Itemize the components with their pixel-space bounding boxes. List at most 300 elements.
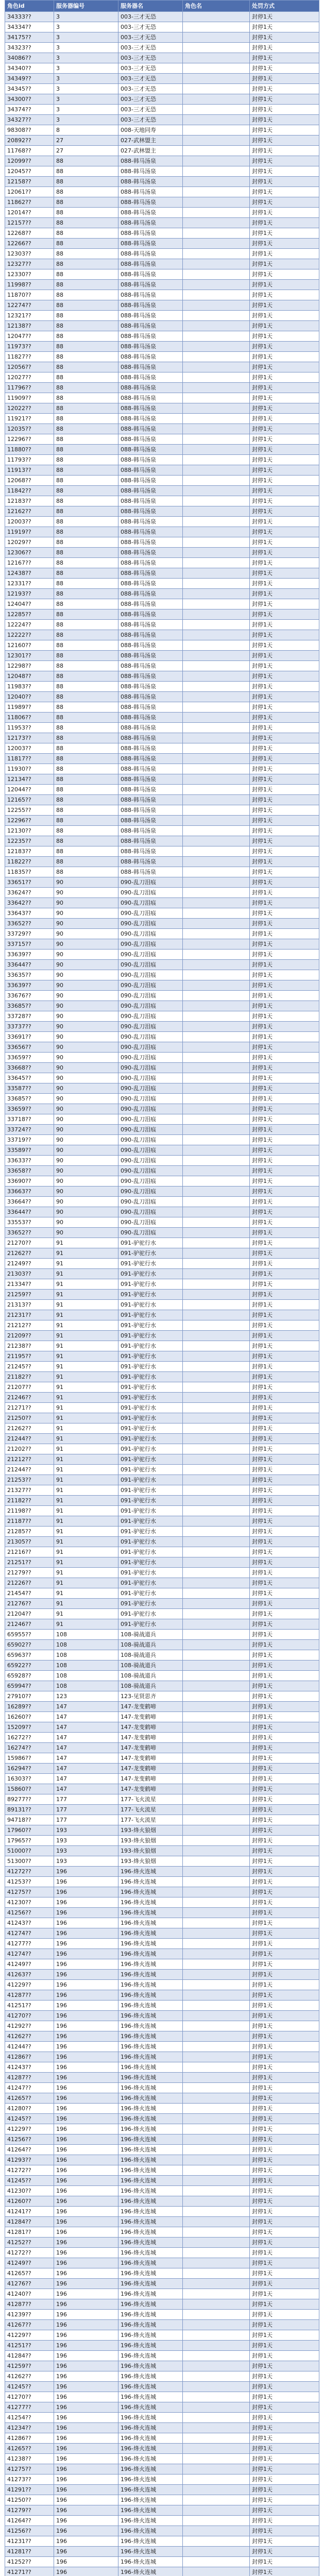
server-name-cell[interactable]: 090-乱刀泪痕 (118, 929, 183, 939)
table-row[interactable] (5, 1228, 319, 1238)
role-id-cell[interactable]: 11817?? (5, 754, 54, 764)
role-id-cell[interactable]: 41291?? (5, 2485, 54, 2495)
role-name-cell[interactable] (183, 2011, 250, 2021)
server-name-cell[interactable]: 196-烽火连城 (118, 2031, 183, 2042)
role-id-cell[interactable]: 41274?? (5, 1949, 54, 1959)
server-number-cell[interactable]: 196 (54, 2361, 118, 2371)
server-number-cell[interactable]: 90 (54, 1083, 118, 1094)
punishment-cell[interactable]: 封停1天 (250, 1867, 319, 1877)
role-name-cell[interactable] (183, 2165, 250, 2176)
table-row[interactable] (5, 2454, 319, 2464)
role-name-cell[interactable] (183, 1454, 250, 1465)
role-name-cell[interactable] (183, 1970, 250, 1980)
server-number-cell[interactable]: 88 (54, 867, 118, 877)
role-id-cell[interactable]: 21303?? (5, 1269, 54, 1279)
table-row[interactable] (5, 2052, 319, 2062)
table-row[interactable] (5, 2516, 319, 2526)
server-name-cell[interactable]: 090-乱刀泪痕 (118, 908, 183, 919)
server-name-cell[interactable]: 088-韩马汤泉 (118, 259, 183, 269)
role-name-cell[interactable] (183, 43, 250, 53)
server-name-cell[interactable]: 088-韩马汤泉 (118, 609, 183, 620)
role-id-cell[interactable]: 12274?? (5, 300, 54, 311)
table-row[interactable] (5, 1372, 319, 1382)
server-name-cell[interactable]: 196-烽火连城 (118, 2124, 183, 2134)
role-id-cell[interactable]: 41243?? (5, 1918, 54, 1928)
server-name-cell[interactable]: 088-韩马汤泉 (118, 239, 183, 249)
server-name-cell[interactable]: 003-三才无恐 (118, 115, 183, 125)
server-number-cell[interactable]: 91 (54, 1434, 118, 1444)
role-id-cell[interactable]: 12035?? (5, 424, 54, 434)
table-row[interactable] (5, 2557, 319, 2567)
table-row[interactable] (5, 816, 319, 826)
table-row[interactable] (5, 84, 319, 94)
punishment-cell[interactable]: 封停1天 (250, 1908, 319, 1918)
server-name-cell[interactable]: 090-乱刀泪痕 (118, 1125, 183, 1135)
role-name-cell[interactable] (183, 2114, 250, 2124)
table-row[interactable] (5, 2475, 319, 2485)
table-row[interactable] (5, 1269, 319, 1279)
role-id-cell[interactable]: 12099?? (5, 156, 54, 166)
role-name-cell[interactable] (183, 558, 250, 568)
punishment-cell[interactable]: 封停1天 (250, 517, 319, 527)
server-number-cell[interactable]: 196 (54, 1949, 118, 1959)
server-number-cell[interactable]: 91 (54, 1341, 118, 1351)
server-number-cell[interactable]: 91 (54, 1578, 118, 1588)
server-number-cell[interactable]: 196 (54, 2031, 118, 2042)
table-row[interactable] (5, 2124, 319, 2134)
role-name-cell[interactable] (183, 2444, 250, 2454)
table-row[interactable] (5, 2217, 319, 2227)
server-number-cell[interactable]: 196 (54, 2207, 118, 2217)
role-id-cell[interactable]: 21226?? (5, 1578, 54, 1588)
server-name-cell[interactable]: 091-驴驼行水 (118, 1609, 183, 1619)
server-name-cell[interactable]: 091-驴驼行水 (118, 1619, 183, 1630)
role-name-cell[interactable] (183, 2001, 250, 2011)
role-name-cell[interactable] (183, 2320, 250, 2330)
role-id-cell[interactable]: 34175?? (5, 32, 54, 43)
table-row[interactable] (5, 846, 319, 857)
server-name-cell[interactable]: 091-驴驼行水 (118, 1527, 183, 1537)
server-name-cell[interactable]: 196-烽火连城 (118, 1959, 183, 1970)
punishment-cell[interactable]: 封停1天 (250, 1032, 319, 1042)
server-number-cell[interactable]: 91 (54, 1619, 118, 1630)
table-row[interactable] (5, 1733, 319, 1743)
table-row[interactable] (5, 1403, 319, 1413)
server-name-cell[interactable]: 088-韩马汤泉 (118, 228, 183, 239)
server-number-cell[interactable]: 88 (54, 280, 118, 290)
punishment-cell[interactable]: 封停1天 (250, 568, 319, 579)
server-name-cell[interactable]: 196-烽火连城 (118, 1970, 183, 1980)
punishment-cell[interactable]: 封停1天 (250, 1733, 319, 1743)
table-row[interactable] (5, 2062, 319, 2073)
server-number-cell[interactable]: 91 (54, 1557, 118, 1568)
role-name-cell[interactable] (183, 2413, 250, 2423)
role-name-cell[interactable] (183, 1990, 250, 2001)
role-name-cell[interactable] (183, 1382, 250, 1393)
table-row[interactable] (5, 1908, 319, 1918)
table-row[interactable] (5, 2361, 319, 2371)
role-name-cell[interactable] (183, 228, 250, 239)
role-id-cell[interactable]: 16272?? (5, 1733, 54, 1743)
server-number-cell[interactable]: 90 (54, 929, 118, 939)
role-id-cell[interactable]: 41251?? (5, 2341, 54, 2351)
role-id-cell[interactable]: 41241?? (5, 2207, 54, 2217)
role-name-cell[interactable] (183, 2516, 250, 2526)
punishment-cell[interactable]: 封停1天 (250, 743, 319, 754)
role-id-cell[interactable]: 41254?? (5, 2413, 54, 2423)
server-number-cell[interactable]: 196 (54, 2402, 118, 2413)
server-name-cell[interactable]: 088-韩马汤泉 (118, 434, 183, 445)
role-id-cell[interactable]: 12404?? (5, 599, 54, 609)
punishment-cell[interactable]: 封停1天 (250, 1207, 319, 1217)
role-id-cell[interactable]: 12255?? (5, 805, 54, 816)
role-name-cell[interactable] (183, 764, 250, 774)
server-name-cell[interactable]: 090-乱刀泪痕 (118, 1073, 183, 1083)
server-number-cell[interactable]: 88 (54, 671, 118, 682)
table-row[interactable] (5, 22, 319, 32)
role-name-cell[interactable] (183, 1187, 250, 1197)
server-number-cell[interactable]: 196 (54, 2485, 118, 2495)
server-name-cell[interactable]: 090-乱刀泪痕 (118, 1135, 183, 1145)
punishment-cell[interactable]: 封停1天 (250, 2258, 319, 2268)
server-name-cell[interactable]: 091-驴驼行水 (118, 1248, 183, 1259)
role-name-cell[interactable] (183, 1238, 250, 1248)
role-name-cell[interactable] (183, 589, 250, 599)
role-name-cell[interactable] (183, 754, 250, 764)
role-id-cell[interactable]: 33658?? (5, 1166, 54, 1176)
table-row[interactable] (5, 2330, 319, 2341)
role-id-cell[interactable]: 33635?? (5, 970, 54, 980)
table-row[interactable] (5, 1939, 319, 1949)
server-name-cell[interactable]: 177-飞火流星 (118, 1794, 183, 1805)
punishment-cell[interactable]: 封停1天 (250, 166, 319, 177)
punishment-cell[interactable]: 封停1天 (250, 249, 319, 259)
server-name-cell[interactable]: 196-烽火连城 (118, 2207, 183, 2217)
role-name-cell[interactable] (183, 1413, 250, 1423)
table-row[interactable] (5, 2258, 319, 2268)
table-row[interactable] (5, 197, 319, 208)
table-row[interactable] (5, 1331, 319, 1341)
role-name-cell[interactable] (183, 300, 250, 311)
server-number-cell[interactable]: 88 (54, 795, 118, 805)
role-id-cell[interactable]: 12330?? (5, 269, 54, 280)
table-row[interactable] (5, 1743, 319, 1753)
role-name-cell[interactable] (183, 702, 250, 713)
punishment-cell[interactable]: 封停1天 (250, 2196, 319, 2207)
role-id-cell[interactable]: 21187?? (5, 1516, 54, 1527)
role-id-cell[interactable]: 33644?? (5, 1207, 54, 1217)
punishment-cell[interactable]: 封停1天 (250, 702, 319, 713)
table-row[interactable] (5, 671, 319, 682)
role-name-cell[interactable] (183, 1702, 250, 1712)
punishment-cell[interactable]: 封停1天 (250, 836, 319, 846)
role-name-cell[interactable] (183, 2495, 250, 2505)
role-id-cell[interactable]: 12296?? (5, 816, 54, 826)
punishment-cell[interactable]: 封停1天 (250, 2083, 319, 2093)
server-number-cell[interactable]: 196 (54, 2320, 118, 2330)
role-name-cell[interactable] (183, 1094, 250, 1104)
server-name-cell[interactable]: 003-三才无恐 (118, 84, 183, 94)
role-id-cell[interactable]: 41271?? (5, 2567, 54, 2576)
server-number-cell[interactable]: 90 (54, 1001, 118, 1011)
role-name-cell[interactable] (183, 2299, 250, 2310)
server-number-cell[interactable]: 91 (54, 1351, 118, 1362)
table-row[interactable] (5, 1032, 319, 1042)
server-number-cell[interactable]: 88 (54, 836, 118, 846)
server-number-cell[interactable]: 196 (54, 2547, 118, 2557)
table-row[interactable] (5, 2444, 319, 2454)
server-number-cell[interactable]: 90 (54, 888, 118, 898)
server-number-cell[interactable]: 88 (54, 434, 118, 445)
punishment-cell[interactable]: 封停1天 (250, 2475, 319, 2485)
punishment-cell[interactable]: 封停1天 (250, 1156, 319, 1166)
server-number-cell[interactable]: 90 (54, 1145, 118, 1156)
table-row[interactable] (5, 372, 319, 383)
role-name-cell[interactable] (183, 929, 250, 939)
table-row[interactable] (5, 43, 319, 53)
role-name-cell[interactable] (183, 1794, 250, 1805)
table-row[interactable] (5, 1547, 319, 1557)
role-name-cell[interactable] (183, 939, 250, 950)
table-row[interactable] (5, 2567, 319, 2576)
server-number-cell[interactable]: 8 (54, 125, 118, 135)
server-number-cell[interactable]: 88 (54, 816, 118, 826)
role-id-cell[interactable]: 41272?? (5, 1867, 54, 1877)
server-name-cell[interactable]: 147-龙变鹤啼 (118, 1784, 183, 1794)
server-number-cell[interactable]: 147 (54, 1733, 118, 1743)
server-number-cell[interactable]: 196 (54, 1877, 118, 1887)
table-row[interactable] (5, 640, 319, 651)
punishment-cell[interactable]: 封停1天 (250, 816, 319, 826)
role-id-cell[interactable]: 65902?? (5, 1640, 54, 1650)
table-row[interactable] (5, 1238, 319, 1248)
punishment-cell[interactable]: 封停1天 (250, 1290, 319, 1300)
server-number-cell[interactable]: 90 (54, 1022, 118, 1032)
role-name-cell[interactable] (183, 1712, 250, 1722)
role-id-cell[interactable]: 12138?? (5, 321, 54, 331)
role-id-cell[interactable]: 11793?? (5, 455, 54, 465)
table-row[interactable] (5, 682, 319, 692)
server-name-cell[interactable]: 091-驴驼行水 (118, 1465, 183, 1475)
role-name-cell[interactable] (183, 867, 250, 877)
punishment-cell[interactable]: 封停1天 (250, 259, 319, 269)
server-number-cell[interactable]: 196 (54, 2073, 118, 2083)
punishment-cell[interactable]: 封停1天 (250, 1578, 319, 1588)
server-number-cell[interactable]: 3 (54, 105, 118, 115)
table-row[interactable] (5, 2464, 319, 2475)
server-number-cell[interactable]: 88 (54, 733, 118, 743)
server-number-cell[interactable]: 196 (54, 2516, 118, 2526)
table-row[interactable] (5, 1784, 319, 1794)
punishment-cell[interactable]: 封停1天 (250, 1228, 319, 1238)
server-number-cell[interactable]: 88 (54, 805, 118, 816)
server-number-cell[interactable]: 91 (54, 1300, 118, 1310)
server-number-cell[interactable]: 88 (54, 187, 118, 197)
server-number-cell[interactable]: 196 (54, 2526, 118, 2536)
server-name-cell[interactable]: 091-驴驼行水 (118, 1475, 183, 1485)
table-row[interactable] (5, 888, 319, 898)
role-id-cell[interactable]: 21249?? (5, 1259, 54, 1269)
server-name-cell[interactable]: 193-烽火狼烟 (118, 1836, 183, 1846)
role-name-cell[interactable] (183, 2052, 250, 2062)
punishment-cell[interactable]: 封停1天 (250, 94, 319, 105)
punishment-cell[interactable]: 封停1天 (250, 1939, 319, 1949)
table-row[interactable] (5, 1114, 319, 1125)
punishment-cell[interactable]: 封停1天 (250, 2031, 319, 2042)
punishment-cell[interactable]: 封停1天 (250, 1949, 319, 1959)
server-number-cell[interactable]: 90 (54, 991, 118, 1001)
role-name-cell[interactable] (183, 579, 250, 589)
server-name-cell[interactable]: 196-烽火连城 (118, 2485, 183, 2495)
table-row[interactable] (5, 1516, 319, 1527)
server-name-cell[interactable]: 196-烽火连城 (118, 2536, 183, 2547)
server-name-cell[interactable]: 088-韩马汤泉 (118, 383, 183, 393)
role-id-cell[interactable]: 21231?? (5, 1310, 54, 1320)
role-id-cell[interactable]: 41238?? (5, 2454, 54, 2464)
role-name-cell[interactable] (183, 1320, 250, 1331)
server-number-cell[interactable]: 90 (54, 1176, 118, 1187)
role-name-cell[interactable] (183, 1434, 250, 1444)
table-row[interactable] (5, 1660, 319, 1671)
role-name-cell[interactable] (183, 1867, 250, 1877)
server-name-cell[interactable]: 088-韩马汤泉 (118, 764, 183, 774)
role-name-cell[interactable] (183, 2031, 250, 2042)
server-number-cell[interactable]: 3 (54, 22, 118, 32)
table-row[interactable] (5, 1846, 319, 1856)
role-id-cell[interactable]: 34333?? (5, 12, 54, 22)
table-row[interactable] (5, 146, 319, 156)
punishment-cell[interactable]: 封停1天 (250, 1640, 319, 1650)
server-number-cell[interactable]: 91 (54, 1506, 118, 1516)
role-name-cell[interactable] (183, 280, 250, 290)
server-number-cell[interactable]: 88 (54, 692, 118, 702)
server-number-cell[interactable]: 147 (54, 1784, 118, 1794)
role-id-cell[interactable]: 41270?? (5, 2011, 54, 2021)
role-id-cell[interactable]: 41249?? (5, 1959, 54, 1970)
role-name-cell[interactable] (183, 208, 250, 218)
role-id-cell[interactable]: 65963?? (5, 1650, 54, 1660)
table-row[interactable] (5, 352, 319, 362)
role-id-cell[interactable]: 65994?? (5, 1681, 54, 1691)
server-number-cell[interactable]: 90 (54, 1053, 118, 1063)
role-name-cell[interactable] (183, 1083, 250, 1094)
server-number-cell[interactable]: 88 (54, 548, 118, 558)
role-name-cell[interactable] (183, 2268, 250, 2279)
role-name-cell[interactable] (183, 2176, 250, 2186)
server-name-cell[interactable]: 088-韩马汤泉 (118, 754, 183, 764)
server-number-cell[interactable]: 88 (54, 537, 118, 548)
server-number-cell[interactable]: 196 (54, 2268, 118, 2279)
server-number-cell[interactable]: 90 (54, 1228, 118, 1238)
role-id-cell[interactable]: 41262?? (5, 2371, 54, 2382)
server-number-cell[interactable]: 196 (54, 2062, 118, 2073)
role-id-cell[interactable]: 11806?? (5, 713, 54, 723)
column-header-role-name[interactable]: 角色名 (183, 1, 250, 12)
punishment-cell[interactable]: 封停1天 (250, 2361, 319, 2371)
table-row[interactable] (5, 1588, 319, 1599)
role-name-cell[interactable] (183, 723, 250, 733)
role-name-cell[interactable] (183, 1465, 250, 1475)
role-name-cell[interactable] (183, 1918, 250, 1928)
role-id-cell[interactable]: 11913?? (5, 465, 54, 476)
server-name-cell[interactable]: 196-烽火连城 (118, 2413, 183, 2423)
table-row[interactable] (5, 2526, 319, 2536)
table-row[interactable] (5, 692, 319, 702)
server-number-cell[interactable]: 91 (54, 1588, 118, 1599)
server-name-cell[interactable]: 091-驴驼行水 (118, 1372, 183, 1382)
server-name-cell[interactable]: 193-烽火狼烟 (118, 1825, 183, 1836)
table-row[interactable] (5, 1248, 319, 1259)
server-name-cell[interactable]: 003-三才无恐 (118, 105, 183, 115)
role-id-cell[interactable]: 41281?? (5, 2227, 54, 2238)
role-name-cell[interactable] (183, 94, 250, 105)
role-name-cell[interactable] (183, 1743, 250, 1753)
table-row[interactable] (5, 1609, 319, 1619)
punishment-cell[interactable]: 封停1天 (250, 713, 319, 723)
server-number-cell[interactable]: 3 (54, 74, 118, 84)
table-row[interactable] (5, 166, 319, 177)
table-row[interactable] (5, 2104, 319, 2114)
role-name-cell[interactable] (183, 249, 250, 259)
role-name-cell[interactable] (183, 2536, 250, 2547)
server-number-cell[interactable]: 147 (54, 1722, 118, 1733)
punishment-cell[interactable]: 封停1天 (250, 1011, 319, 1022)
punishment-cell[interactable]: 封停1天 (250, 311, 319, 321)
server-name-cell[interactable]: 088-韩马汤泉 (118, 197, 183, 208)
server-number-cell[interactable]: 88 (54, 352, 118, 362)
role-name-cell[interactable] (183, 2145, 250, 2155)
role-id-cell[interactable]: 94718?? (5, 1815, 54, 1825)
punishment-cell[interactable]: 封停1天 (250, 2351, 319, 2361)
table-row[interactable] (5, 105, 319, 115)
server-number-cell[interactable]: 90 (54, 1166, 118, 1176)
server-name-cell[interactable]: 147-龙变鹤啼 (118, 1733, 183, 1743)
role-id-cell[interactable]: 41275?? (5, 2464, 54, 2475)
punishment-cell[interactable]: 封停1天 (250, 1403, 319, 1413)
role-name-cell[interactable] (183, 692, 250, 702)
server-name-cell[interactable]: 147-龙变鹤啼 (118, 1764, 183, 1774)
server-name-cell[interactable]: 003-三才无恐 (118, 43, 183, 53)
server-number-cell[interactable]: 196 (54, 2310, 118, 2320)
punishment-cell[interactable]: 封停1天 (250, 1557, 319, 1568)
server-name-cell[interactable]: 196-烽火连城 (118, 1897, 183, 1908)
role-id-cell[interactable]: 34327?? (5, 115, 54, 125)
role-id-cell[interactable]: 11842?? (5, 486, 54, 496)
punishment-cell[interactable]: 封停1天 (250, 1022, 319, 1032)
punishment-cell[interactable]: 封停1天 (250, 846, 319, 857)
server-number-cell[interactable]: 3 (54, 12, 118, 22)
table-row[interactable] (5, 1970, 319, 1980)
role-id-cell[interactable]: 15209?? (5, 1722, 54, 1733)
server-name-cell[interactable]: 196-烽火连城 (118, 2114, 183, 2124)
punishment-cell[interactable]: 封停1天 (250, 84, 319, 94)
role-name-cell[interactable] (183, 2238, 250, 2248)
role-name-cell[interactable] (183, 177, 250, 187)
server-name-cell[interactable]: 088-韩马汤泉 (118, 269, 183, 280)
role-name-cell[interactable] (183, 640, 250, 651)
role-name-cell[interactable] (183, 1887, 250, 1897)
role-id-cell[interactable]: 12160?? (5, 640, 54, 651)
role-name-cell[interactable] (183, 496, 250, 506)
server-number-cell[interactable]: 196 (54, 1928, 118, 1939)
role-name-cell[interactable] (183, 1063, 250, 1073)
server-number-cell[interactable]: 196 (54, 2475, 118, 2485)
role-id-cell[interactable]: 12130?? (5, 826, 54, 836)
role-id-cell[interactable]: 12183?? (5, 846, 54, 857)
punishment-cell[interactable]: 封停1天 (250, 2454, 319, 2464)
server-number-cell[interactable]: 90 (54, 1094, 118, 1104)
role-name-cell[interactable] (183, 2330, 250, 2341)
